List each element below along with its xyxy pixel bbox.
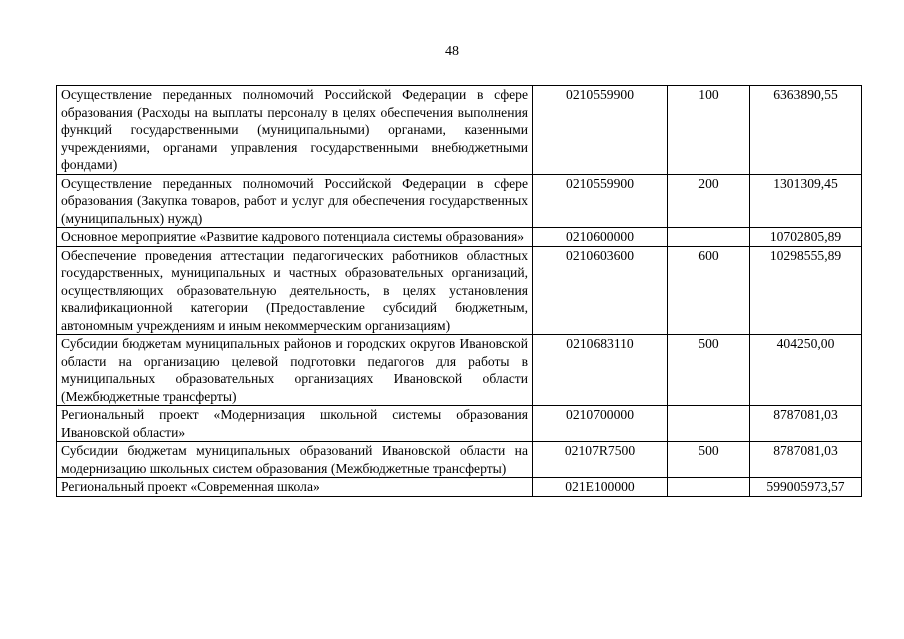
row-target-code: 021E100000 [533, 478, 668, 497]
row-amount: 1301309,45 [750, 174, 862, 228]
row-amount: 404250,00 [750, 335, 862, 406]
row-description: Региональный проект «Модернизация школьной системы образования Ивановской области» [57, 406, 533, 442]
row-expense-type [668, 478, 750, 497]
table-row [57, 406, 862, 442]
row-expense-type: 200 [668, 174, 750, 228]
table-row [57, 86, 862, 175]
row-target-code: 0210559900 [533, 174, 668, 228]
row-description: Осуществление переданных полномочий Российской Федерации в сфере образования (Расходы на выплаты персоналу в целях обеспечения выполнения функций государственными (муниципальными) органами, казенными учреждениями, органами управления государственными внебюджетными фондами) [57, 86, 533, 175]
row-expense-type [668, 406, 750, 442]
row-expense-type: 500 [668, 335, 750, 406]
row-target-code: 0210559900 [533, 86, 668, 175]
table-row [57, 174, 862, 228]
row-amount: 8787081,03 [750, 406, 862, 442]
row-expense-type: 100 [668, 86, 750, 175]
row-description: Основное мероприятие «Развитие кадрового потенциала системы образования» [57, 228, 533, 247]
row-amount: 6363890,55 [750, 86, 862, 175]
budget-table [56, 85, 862, 497]
row-amount: 599005973,57 [750, 478, 862, 497]
row-description: Осуществление переданных полномочий Российской Федерации в сфере образования (Закупка товаров, работ и услуг для обеспечения государственных (муниципальных) нужд) [57, 174, 533, 228]
row-description: Региональный проект «Современная школа» [57, 478, 533, 497]
row-description: Обеспечение проведения аттестации педагогических работников областных государственных, муниципальных и частных образовательных организаций, осуществляющих образовательную деятельность, в целях установления квалификационной категории (Предоставление субсидий бюджетным, автономным учреждениям и иным некоммерческим организациям) [57, 246, 533, 335]
table-row [57, 228, 862, 247]
row-amount: 10702805,89 [750, 228, 862, 247]
row-target-code: 02107R7500 [533, 442, 668, 478]
row-description: Субсидии бюджетам муниципальных образований Ивановской области на модернизацию школьных систем образования (Межбюджетные трансферты) [57, 442, 533, 478]
row-expense-type: 500 [668, 442, 750, 478]
row-target-code: 0210603600 [533, 246, 668, 335]
row-target-code: 0210600000 [533, 228, 668, 247]
row-expense-type: 600 [668, 246, 750, 335]
row-amount: 10298555,89 [750, 246, 862, 335]
row-target-code: 0210700000 [533, 406, 668, 442]
row-expense-type [668, 228, 750, 247]
table-row [57, 478, 862, 497]
table-row [57, 442, 862, 478]
row-amount: 8787081,03 [750, 442, 862, 478]
row-target-code: 0210683110 [533, 335, 668, 406]
table-row [57, 335, 862, 406]
page-number: 48 [445, 44, 459, 59]
budget-table-body [57, 86, 862, 497]
table-row [57, 246, 862, 335]
row-description: Субсидии бюджетам муниципальных районов и городских округов Ивановской области на организацию целевой подготовки педагогов для работы в муниципальных образовательных организациях Ивановской области (Межбюджетные трансферты) [57, 335, 533, 406]
